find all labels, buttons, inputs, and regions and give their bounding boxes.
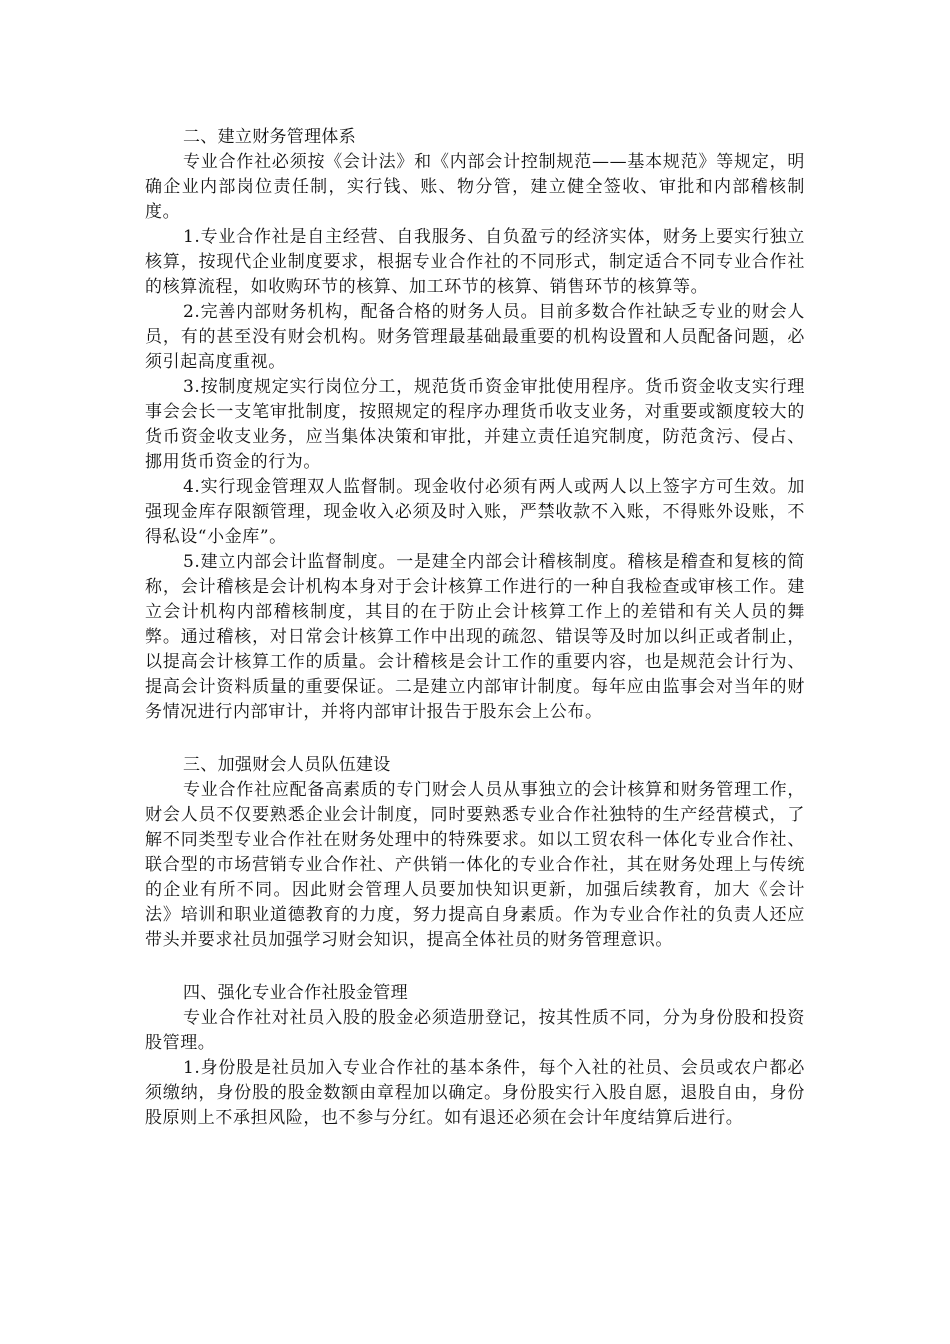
section-share-capital-management [145,981,805,1131]
paragraph: 专业合作社必须按《会计法》和《内部会计控制规范——基本规范》等规定，明确企业内部岗位责任制，实行钱、账、物分管，建立健全签收、审批和内部稽核制度。 [145,152,805,222]
paragraph: 1.身份股是社员加入专业合作社的基本条件，每个入社的社员、会员或农户都必须缴纳，身份股的股金数额由章程加以确定。身份股实行入股自愿，退股自由，身份股原则上不承担风险，也不参与分红。如有退还必须在会计年度结算后进行。 [145,1058,805,1128]
paragraph: 专业合作社对社员入股的股金必须造册登记，按其性质不同，分为身份股和投资股管理。 [145,1008,805,1053]
section-heading: 三、加强财会人员队伍建设 [183,755,391,775]
paragraph: 专业合作社应配备高素质的专门财会人员从事独立的会计核算和财务管理工作，财会人员不仅要熟悉企业会计制度，同时要熟悉专业合作社独特的生产经营模式，了解不同类型专业合作社在财务处理中的特殊要求。如以工贸农科一体化专业合作社、联合型的市场营销专业合作社、产供销一体化的专业合作社，其在财务处理上与传统的企业有所不同。因此财会管理人员要加快知识更新，加强后续教育，加大《会计法》培训和职业道德教育的力度，努力提高自身素质。作为专业合作社的负责人还应带头并要求社员加强学习财会知识，提高全体社员的财务管理意识。 [145,780,805,950]
paragraph: 2.完善内部财务机构，配备合格的财务人员。目前多数合作社缺乏专业的财会人员，有的甚至没有财会机构。财务管理最基础最重要的机构设置和人员配备问题，必须引起高度重视。 [145,302,805,372]
section-heading: 二、建立财务管理体系 [183,127,356,147]
document-page [145,125,805,1131]
paragraph: 4.实行现金管理双人监督制。现金收付必须有两人或两人以上签字方可生效。加强现金库存限额管理，现金收入必须及时入账，严禁收款不入账，不得账外设账，不得私设“小金库”。 [145,477,805,547]
section-accounting-staff [145,753,805,953]
section-financial-management-system [145,125,805,725]
paragraph: 5.建立内部会计监督制度。一是建全内部会计稽核制度。稽核是稽查和复核的简称，会计稽核是会计机构本身对于会计核算工作进行的一种自我检查或审核工作。建立会计机构内部稽核制度，其目的在于防止会计核算工作上的差错和有关人员的舞弊。通过稽核，对日常会计核算工作中出现的疏忽、错误等及时加以纠正或者制止，以提高会计核算工作的质量。会计稽核是会计工作的重要内容，也是规范会计行为、提高会计资料质量的重要保证。二是建立内部审计制度。每年应由监事会对当年的财务情况进行内部审计，并将内部审计报告于股东会上公布。 [145,552,805,722]
paragraph: 1.专业合作社是自主经营、自我服务、自负盈亏的经济实体，财务上要实行独立核算，按现代企业制度要求，根据专业合作社的不同形式，制定适合不同专业合作社的核算流程，如收购环节的核算、加工环节的核算、销售环节的核算等。 [145,227,805,297]
section-heading: 四、强化专业合作社股金管理 [183,983,408,1003]
paragraph: 3.按制度规定实行岗位分工，规范货币资金审批使用程序。货币资金收支实行理事会会长一支笔审批制度，按照规定的程序办理货币收支业务，对重要或额度较大的货币资金收支业务，应当集体决策和审批，并建立责任追究制度，防范贪污、侵占、挪用货币资金的行为。 [145,377,805,472]
